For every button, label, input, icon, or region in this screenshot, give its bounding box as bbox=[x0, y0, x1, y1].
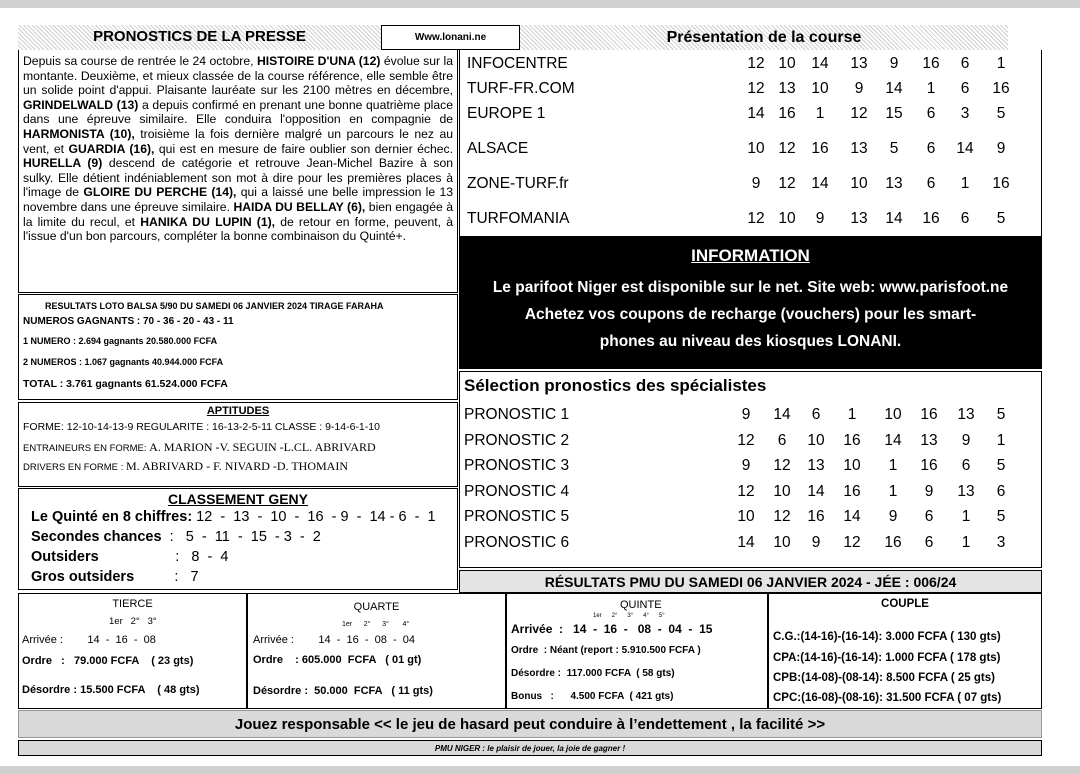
geny-row-value: : 8 - 4 bbox=[98, 549, 229, 565]
geny-row-value: 12 - 13 - 10 - 16 - 9 - 14 - 6 - 1 bbox=[192, 509, 436, 525]
horse-number: 9 bbox=[741, 457, 751, 474]
aptitudes-title: APTITUDES bbox=[206, 405, 270, 417]
horse-number: 16 bbox=[884, 534, 902, 551]
horse-number: 6 bbox=[777, 432, 787, 449]
pronostic-name: PRONOSTIC 4 bbox=[464, 483, 570, 500]
horse-number: 6 bbox=[996, 483, 1006, 500]
aptitudes-box bbox=[18, 402, 458, 487]
horse-number: 5 bbox=[996, 105, 1006, 122]
geny-row-value: : 7 bbox=[134, 569, 199, 585]
tierce-order: Ordre : 79.000 FCFA ( 23 gts) bbox=[22, 655, 194, 667]
horse-number: 10 bbox=[850, 175, 868, 192]
horse-number: 16 bbox=[811, 140, 829, 157]
horse-number: 12 bbox=[737, 483, 755, 500]
quinte-title: QUINTE bbox=[620, 599, 662, 611]
drivers-label: DRIVERS EN FORME : bbox=[23, 462, 126, 473]
horse-number: 10 bbox=[747, 140, 765, 157]
horse-number: 9 bbox=[996, 140, 1006, 157]
horse-number: 10 bbox=[737, 508, 755, 525]
horse-name: HURELLA (9) bbox=[23, 156, 103, 171]
pronostic-name: PRONOSTIC 5 bbox=[464, 508, 570, 525]
horse-number: 14 bbox=[956, 140, 974, 157]
horse-number: 6 bbox=[961, 457, 971, 474]
aptitudes-drivers bbox=[23, 459, 348, 474]
quarte-order: Ordre : 605.000 FCFA ( 01 gt) bbox=[253, 654, 422, 666]
horse-number: 5 bbox=[889, 140, 899, 157]
horse-name: GRINDELWALD (13) bbox=[23, 97, 139, 112]
horse-name: HARMONISTA (10), bbox=[23, 126, 135, 141]
couple-cpc: CPC:(16-08)-(08-16): 31.500 FCFA ( 07 gts) bbox=[773, 692, 1002, 704]
trainers-value: A. MARION -V. SEGUIN -L.CL. ABRIVARD bbox=[149, 440, 376, 454]
specialists-selection bbox=[459, 371, 1042, 568]
information-title: INFORMATION bbox=[691, 246, 810, 265]
horse-number: 10 bbox=[807, 432, 825, 449]
tierce-box bbox=[18, 593, 247, 709]
horse-number: 16 bbox=[778, 105, 796, 122]
horse-number: 6 bbox=[960, 80, 970, 97]
quinte-box bbox=[506, 593, 768, 709]
couple-title: COUPLE bbox=[881, 598, 929, 610]
presentation-row bbox=[460, 55, 1041, 81]
race-presentation-title-text: Présentation de la course bbox=[666, 29, 862, 46]
horse-number: 16 bbox=[992, 175, 1010, 192]
horse-number: 12 bbox=[773, 457, 791, 474]
source-name: EUROPE 1 bbox=[467, 105, 546, 122]
geny-row bbox=[31, 549, 228, 565]
quinte-order: Ordre : Néant (report : 5.910.500 FCFA ) bbox=[511, 645, 701, 656]
horse-number: 14 bbox=[884, 432, 902, 449]
information-line-2: Achetez vos coupons de recharge (vouchers) pour les smart- bbox=[524, 306, 977, 323]
loto-winning-numbers: NUMEROS GAGNANTS : 70 - 36 - 20 - 43 - 11 bbox=[23, 316, 234, 327]
presentation-row bbox=[460, 175, 1041, 201]
quinte-bonus: Bonus : 4.500 FCFA ( 421 gts) bbox=[511, 691, 674, 702]
geny-title: CLASSEMENT GENY bbox=[167, 491, 308, 507]
horse-number: 10 bbox=[773, 483, 791, 500]
horse-number: 13 bbox=[850, 140, 868, 157]
geny-row bbox=[31, 529, 321, 545]
horse-number: 16 bbox=[920, 406, 938, 423]
article-text: bien engagée à la limite du recul, et bbox=[23, 199, 453, 229]
quarte-title: QUARTE bbox=[353, 601, 400, 613]
horse-number: 1 bbox=[815, 105, 825, 122]
horse-number: 1 bbox=[996, 55, 1006, 72]
horse-number: 6 bbox=[960, 55, 970, 72]
horse-number: 1 bbox=[961, 534, 971, 551]
selection-title: Sélection pronostics des spécialistes bbox=[464, 376, 767, 395]
article-text: descend de catégorie et retrouve Jean-Michel Bazire à son sulky. Elle détient indéniablement son mot à dire pour les premières places à l'image de bbox=[23, 156, 454, 200]
quinte-disorder: Désordre : 117.000 FCFA ( 58 gts) bbox=[511, 668, 675, 679]
horse-name: HISTOIRE D'UNA (12) bbox=[256, 54, 381, 68]
horse-number: 13 bbox=[778, 80, 796, 97]
pmu-slogan: PMU NIGER : le plaisir de jouer, la joie de gagner ! bbox=[18, 740, 1042, 756]
horse-number: 15 bbox=[885, 105, 903, 122]
source-name: ZONE-TURF.fr bbox=[467, 175, 569, 192]
source-name: INFOCENTRE bbox=[467, 55, 568, 72]
horse-number: 9 bbox=[889, 55, 899, 72]
geny-row bbox=[31, 569, 199, 585]
horse-number: 9 bbox=[815, 210, 825, 227]
horse-number: 9 bbox=[924, 483, 934, 500]
pronostic-name: PRONOSTIC 2 bbox=[464, 432, 570, 449]
website-label[interactable]: Www.lonani.ne bbox=[381, 25, 520, 50]
couple-cpa: CPA:(14-16)-(16-14): 1.000 FCFA ( 178 gts) bbox=[773, 652, 1001, 664]
horse-number: 1 bbox=[996, 432, 1006, 449]
aptitudes-forme: FORME: 12-10-14-13-9 REGULARITE : 16-13-2-5-11 CLASSE : 9-14-6-1-10 bbox=[23, 421, 380, 433]
horse-number: 10 bbox=[773, 534, 791, 551]
pronostic-row bbox=[460, 457, 1041, 481]
horse-number: 13 bbox=[920, 432, 938, 449]
article-text: troisième la fois dernière malgré un parcours le nez au vent, et bbox=[23, 126, 454, 156]
horse-number: 6 bbox=[926, 105, 936, 122]
couple-cg: C.G.:(14-16)-(16-14): 3.000 FCFA ( 130 gts) bbox=[773, 631, 1001, 643]
source-name: TURFOMANIA bbox=[467, 210, 570, 227]
horse-number: 16 bbox=[922, 210, 940, 227]
horse-number: 12 bbox=[843, 534, 861, 551]
horse-number: 12 bbox=[850, 105, 868, 122]
horse-number: 12 bbox=[747, 80, 765, 97]
horse-number: 5 bbox=[996, 508, 1006, 525]
horse-number: 16 bbox=[992, 80, 1010, 97]
presentation-row bbox=[460, 140, 1041, 166]
horse-number: 6 bbox=[924, 508, 934, 525]
horse-number: 12 bbox=[773, 508, 791, 525]
pronostic-row bbox=[460, 508, 1041, 532]
horse-number: 9 bbox=[741, 406, 751, 423]
horse-number: 1 bbox=[926, 80, 936, 97]
geny-row-label: Secondes chances bbox=[31, 529, 162, 545]
horse-number: 16 bbox=[843, 483, 861, 500]
horse-number: 12 bbox=[778, 140, 796, 157]
pronostic-row bbox=[460, 534, 1041, 558]
drivers-value: M. ABRIVARD - F. NIVARD -D. THOMAIN bbox=[125, 459, 349, 473]
responsible-gaming-banner: Jouez responsable << le jeu de hasard peut conduire à l’endettement , la facilité >> bbox=[18, 710, 1042, 738]
tierce-ranks: 1er 2° 3° bbox=[109, 616, 157, 627]
press-pronostics-title bbox=[18, 25, 381, 50]
horse-number: 5 bbox=[996, 457, 1006, 474]
horse-number: 6 bbox=[926, 175, 936, 192]
horse-number: 14 bbox=[807, 483, 825, 500]
horse-number: 13 bbox=[807, 457, 825, 474]
horse-number: 6 bbox=[960, 210, 970, 227]
article-text: qui a laissé une belle impression le 13 novembre dans une épreuve similaire. bbox=[23, 185, 453, 214]
tierce-title: TIERCE bbox=[112, 598, 153, 610]
loto-total: TOTAL : 3.761 gagnants 61.524.000 FCFA bbox=[23, 378, 228, 390]
presentation-row bbox=[460, 210, 1041, 236]
horse-number: 16 bbox=[807, 508, 825, 525]
horse-name: GLOIRE DU PERCHE (14), bbox=[83, 185, 237, 200]
quarte-box bbox=[247, 593, 506, 709]
horse-number: 13 bbox=[885, 175, 903, 192]
loto-title: RESULTATS LOTO BALSA 5/90 DU SAMEDI 06 JANVIER 2024 TIRAGE FARAHA bbox=[45, 301, 384, 311]
horse-number: 9 bbox=[854, 80, 864, 97]
horse-number: 13 bbox=[850, 210, 868, 227]
press-article bbox=[18, 50, 458, 293]
horse-number: 10 bbox=[811, 80, 829, 97]
horse-number: 1 bbox=[960, 175, 970, 192]
horse-number: 9 bbox=[811, 534, 821, 551]
horse-number: 10 bbox=[778, 55, 796, 72]
pronostic-name: PRONOSTIC 3 bbox=[464, 457, 570, 474]
loto-two-numbers: 2 NUMEROS : 1.067 gagnants 40.944.000 FCFA bbox=[23, 357, 224, 367]
horse-number: 12 bbox=[747, 55, 765, 72]
horse-number: 13 bbox=[957, 483, 975, 500]
horse-number: 14 bbox=[811, 55, 829, 72]
horse-number: 5 bbox=[996, 406, 1006, 423]
article-text: évolue sur la montante. Deuxième, et mieux classée de la course référence, elle semble être un solide point d'appui. Plaisante lauréate sur les 2100 mètres en décembre, bbox=[23, 54, 453, 98]
horse-number: 1 bbox=[847, 406, 857, 423]
horse-number: 16 bbox=[920, 457, 938, 474]
top-border-bar bbox=[0, 0, 1080, 8]
tierce-arrival: Arrivée : 14 - 16 - 08 bbox=[22, 634, 156, 646]
horse-number: 10 bbox=[884, 406, 902, 423]
horse-number: 14 bbox=[885, 80, 903, 97]
horse-number: 14 bbox=[843, 508, 861, 525]
quarte-disorder: Désordre : 50.000 FCFA ( 11 gts) bbox=[253, 685, 433, 697]
horse-number: 9 bbox=[888, 508, 898, 525]
horse-number: 12 bbox=[747, 210, 765, 227]
horse-number: 5 bbox=[996, 210, 1006, 227]
horse-number: 14 bbox=[747, 105, 765, 122]
horse-number: 1 bbox=[888, 483, 898, 500]
horse-number: 9 bbox=[751, 175, 761, 192]
horse-number: 16 bbox=[843, 432, 861, 449]
horse-number: 14 bbox=[885, 210, 903, 227]
race-presentation-title bbox=[520, 25, 1008, 50]
pronostic-row bbox=[460, 406, 1041, 430]
information-line-1: Le parifoot Niger est disponible sur le net. Site web: www.parisfoot.ne bbox=[492, 279, 1009, 296]
horse-number: 14 bbox=[737, 534, 755, 551]
quinte-arrival bbox=[511, 622, 712, 636]
horse-number: 1 bbox=[888, 457, 898, 474]
bottom-border-bar bbox=[0, 766, 1080, 774]
horse-number: 6 bbox=[926, 140, 936, 157]
quinte-arrival-value: 14 - 16 - 08 - 04 - 15 bbox=[573, 622, 713, 636]
pmu-results-title: RÉSULTATS PMU DU SAMEDI 06 JANVIER 2024 - JÉE : 006/24 bbox=[459, 570, 1042, 593]
couple-cpb: CPB:(14-08)-(08-14): 8.500 FCFA ( 25 gts) bbox=[773, 672, 995, 684]
horse-number: 16 bbox=[922, 55, 940, 72]
article-text: qui est en mesure de faire oublier son dernier échec. bbox=[154, 141, 453, 156]
quinte-arrival-label: Arrivée : bbox=[511, 622, 564, 636]
horse-number: 1 bbox=[961, 508, 971, 525]
loto-one-number: 1 NUMERO : 2.694 gagnants 20.580.000 FCFA bbox=[23, 336, 218, 346]
horse-number: 14 bbox=[773, 406, 791, 423]
trainers-label: ENTRAINEURS EN FORME: bbox=[23, 443, 150, 454]
horse-name: HANIKA DU LUPIN (1), bbox=[140, 214, 276, 229]
horse-name: GUARDIA (16), bbox=[68, 141, 155, 156]
geny-row bbox=[31, 509, 436, 525]
pronostic-name: PRONOSTIC 1 bbox=[464, 406, 570, 423]
horse-number: 3 bbox=[996, 534, 1006, 551]
press-pronostics-title-text: PRONOSTICS DE LA PRESSE bbox=[93, 28, 306, 45]
horse-number: 13 bbox=[957, 406, 975, 423]
quarte-ranks: 1er 2° 3° 4° bbox=[342, 621, 410, 628]
couple-box bbox=[768, 593, 1042, 709]
article-text: de retour en forme, peuvent, à l'issue d'un bon parcours, compléter la bonne combinaison du Quinté+. bbox=[23, 214, 453, 244]
presentation-row bbox=[460, 80, 1041, 106]
source-name: TURF-FR.COM bbox=[467, 80, 575, 97]
horse-number: 6 bbox=[811, 406, 821, 423]
horse-number: 10 bbox=[778, 210, 796, 227]
article-text: Depuis sa course de rentrée le 24 octobre, bbox=[23, 54, 257, 68]
information-box bbox=[459, 237, 1042, 369]
geny-row-label: Le Quinté en 8 chiffres: bbox=[31, 509, 193, 525]
geny-row-label: Gros outsiders bbox=[31, 569, 135, 585]
horse-number: 9 bbox=[961, 432, 971, 449]
horse-number: 12 bbox=[778, 175, 796, 192]
article-text: a depuis confirmé en prenant une bonne quatrième place dans une épreuve similaire. Elle conduira l'opposition en compagnie de bbox=[23, 97, 453, 127]
quarte-arrival: Arrivée : 14 - 16 - 08 - 04 bbox=[253, 634, 416, 646]
geny-row-value: : 5 - 11 - 15 - 3 - 2 bbox=[161, 529, 321, 545]
geny-row-label: Outsiders bbox=[31, 549, 99, 565]
horse-number: 14 bbox=[811, 175, 829, 192]
horse-number: 6 bbox=[924, 534, 934, 551]
loto-results-box bbox=[18, 294, 458, 400]
pronostic-name: PRONOSTIC 6 bbox=[464, 534, 570, 551]
aptitudes-trainers bbox=[23, 440, 376, 455]
horse-name: HAIDA DU BELLAY (6), bbox=[233, 199, 366, 214]
quinte-ranks: 1er 2° 3° 4° 5° bbox=[593, 613, 665, 619]
horse-number: 12 bbox=[737, 432, 755, 449]
horse-number: 3 bbox=[960, 105, 970, 122]
geny-ranking-box bbox=[18, 488, 458, 590]
presentation-row bbox=[460, 105, 1041, 131]
horse-number: 10 bbox=[843, 457, 861, 474]
tierce-disorder: Désordre : 15.500 FCFA ( 48 gts) bbox=[22, 684, 200, 696]
information-line-3: phones au niveau des kiosques LONANI. bbox=[599, 333, 902, 350]
horse-number: 13 bbox=[850, 55, 868, 72]
pronostic-row bbox=[460, 432, 1041, 456]
source-name: ALSACE bbox=[467, 140, 529, 157]
presentation-table bbox=[459, 50, 1042, 237]
pronostic-row bbox=[460, 483, 1041, 507]
